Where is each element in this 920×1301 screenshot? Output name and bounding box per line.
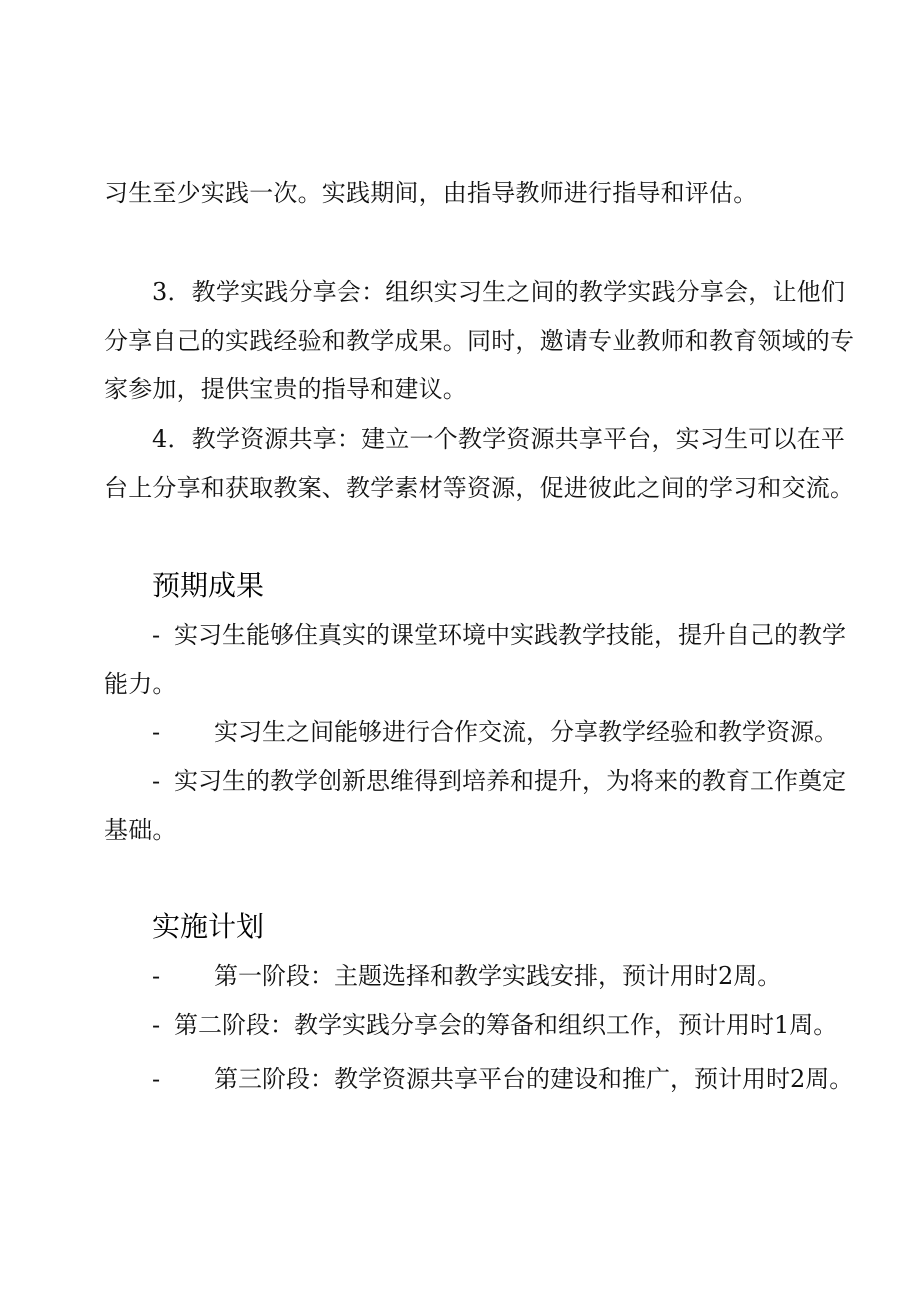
bullet-dash: -: [152, 1065, 161, 1093]
bullet-dash: -: [152, 718, 161, 746]
bullet-dash: -: [152, 962, 161, 990]
bullet-text: 第三阶段：教学资源共享平台的建设和推广，预计用时2周。: [214, 1065, 854, 1093]
plan-heading: 实施计划: [152, 910, 265, 943]
expected-bullet-2: [152, 716, 838, 748]
bullet-text: 第二阶段：教学实践分享会的筹备和组织工作，预计用时1周。: [174, 1011, 838, 1039]
bullet-text: 第一阶段：主题选择和教学实践安排，预计用时2周。: [214, 962, 782, 990]
bullet-text: 实习生能够住真实的课堂环境中实践教学技能，提升自己的教学: [174, 621, 846, 649]
bullet-text: 实习生的教学创新思维得到培养和提升，为将来的教育工作奠定: [174, 767, 846, 795]
bullet-dash: -: [152, 767, 161, 795]
bullet-dash: -: [152, 1011, 161, 1039]
expected-bullet-1-line-2: 能力。: [104, 670, 177, 698]
intro-continuation: 习生至少实践一次。实践期间，由指导教师进行指导和评估。: [104, 179, 758, 207]
bullet-text: 实习生之间能够进行合作交流，分享教学经验和教学资源。: [214, 718, 838, 746]
item-4-line-2: 台上分享和获取教案、教学素材等资源，促进彼此之间的学习和交流。: [104, 474, 855, 502]
item-3-line-3: 家参加，提供宝贵的指导和建议。: [104, 375, 467, 403]
expected-bullet-3-line-1: [152, 765, 846, 797]
item-3-line-1: 3．教学实践分享会：组织实习生之间的教学实践分享会，让他们: [152, 278, 846, 306]
plan-bullet-3: [152, 1063, 853, 1095]
plan-bullet-2: [152, 1009, 837, 1041]
bullet-dash: -: [152, 621, 161, 649]
plan-bullet-1: [152, 960, 781, 992]
item-4-line-1: 4．教学资源共享：建立一个教学资源共享平台，实习生可以在平: [152, 425, 846, 453]
item-3-line-2: 分享自己的实践经验和教学成果。同时，邀请专业教师和教育领域的专: [104, 327, 855, 355]
expected-bullet-1-line-1: [152, 619, 846, 651]
expected-bullet-3-line-2: 基础。: [104, 816, 177, 844]
expected-heading: 预期成果: [152, 569, 265, 602]
